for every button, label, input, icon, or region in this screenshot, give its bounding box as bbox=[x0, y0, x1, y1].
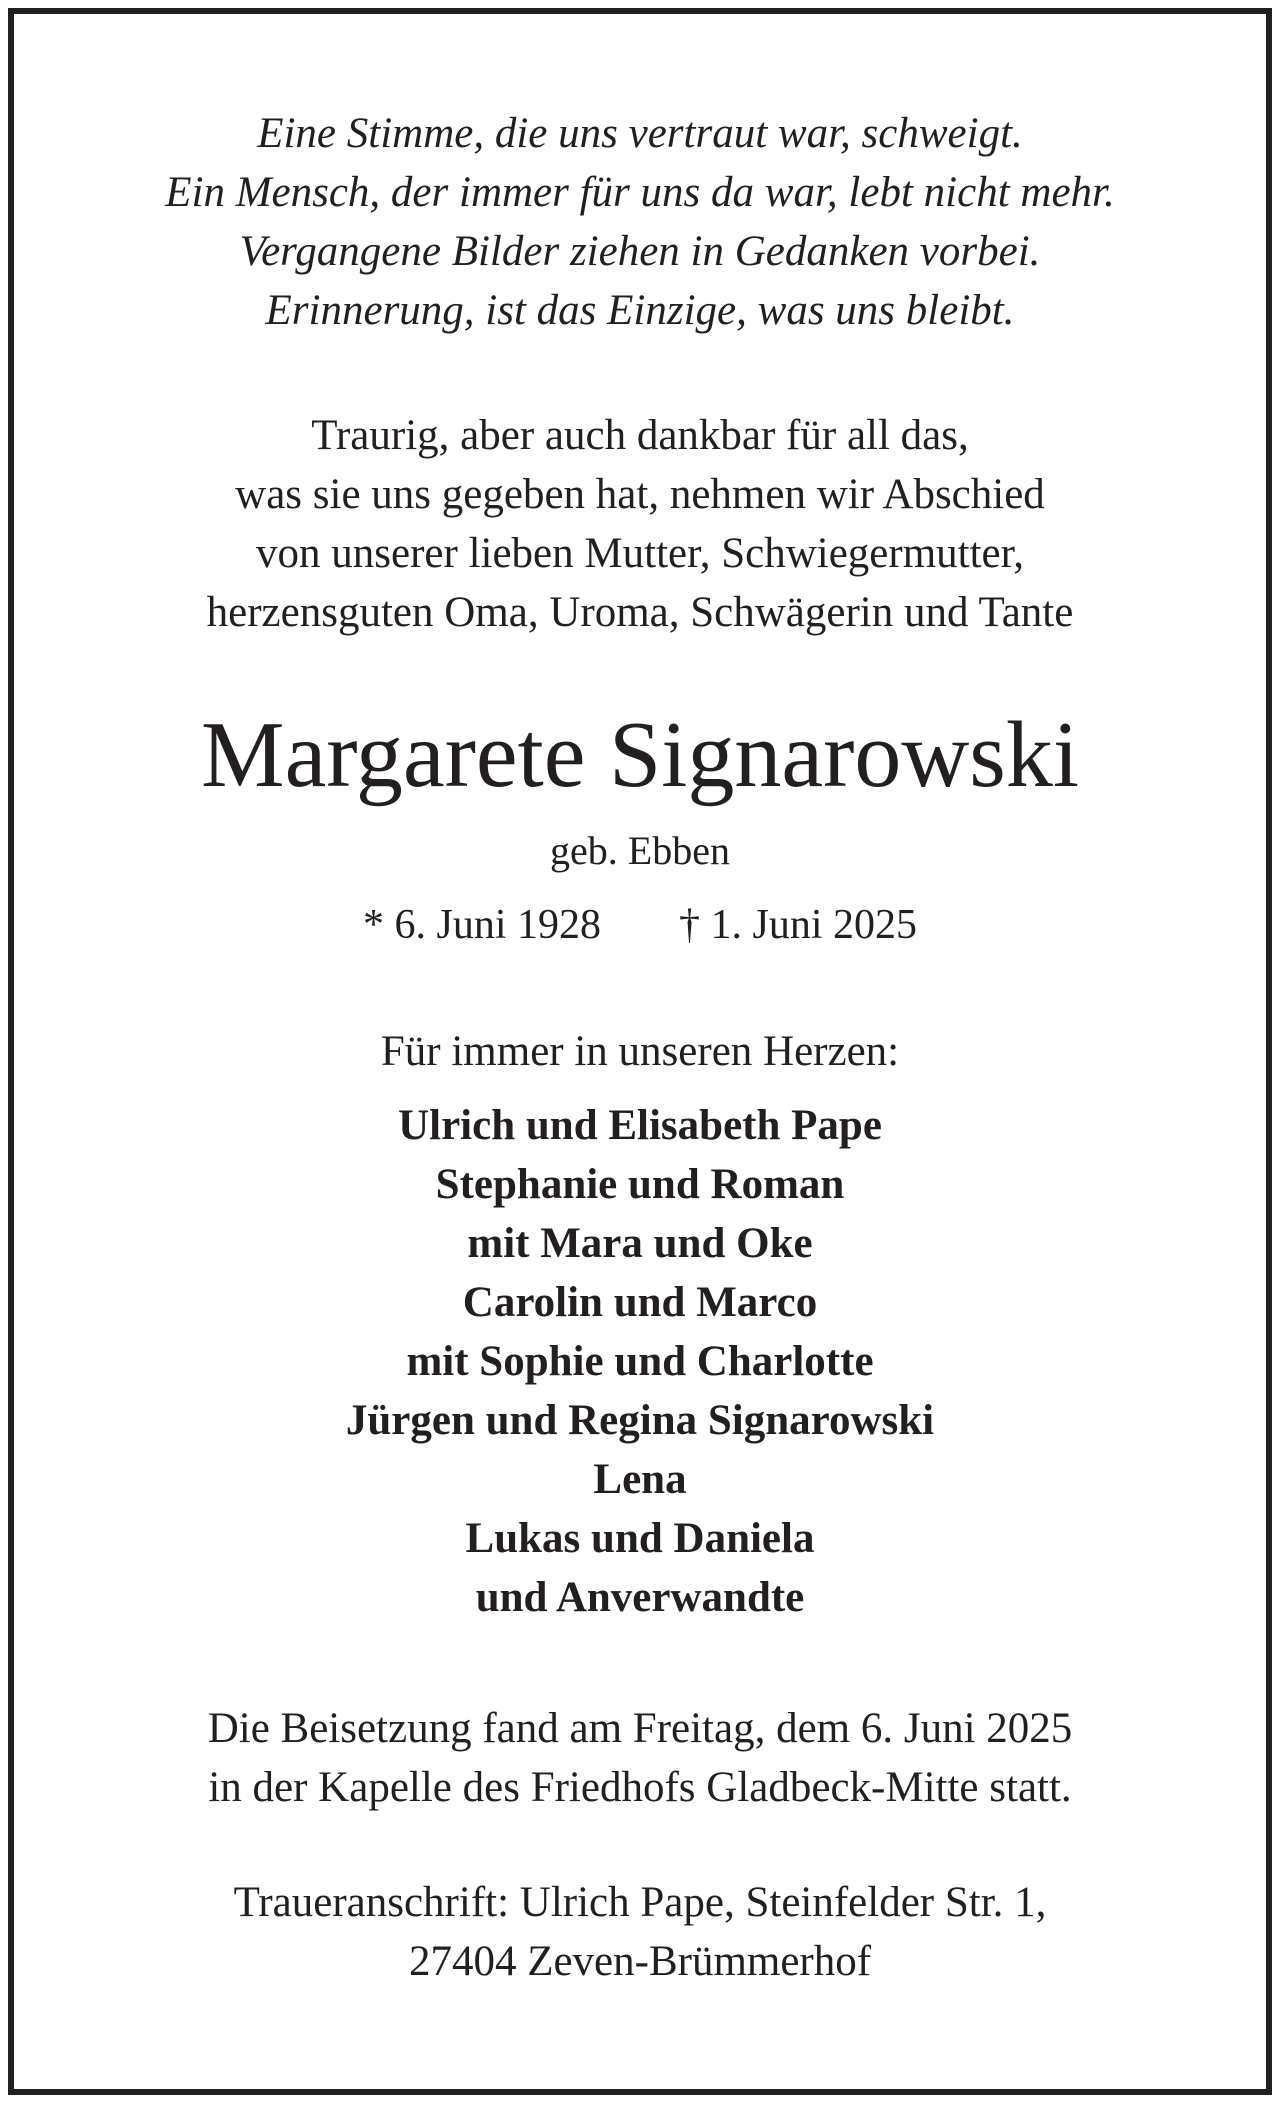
funeral-line: Die Beisetzung fand am Freitag, dem 6. Juni 2025 bbox=[207, 1705, 1073, 1752]
poem-line: Ein Mensch, der immer für uns da war, lebt nicht mehr. bbox=[165, 169, 1115, 216]
funeral-line: in der Kapelle des Friedhofs Gladbeck-Mitte statt. bbox=[208, 1764, 1072, 1811]
mourners-heading: Für immer in unseren Herzen: bbox=[380, 1028, 900, 1075]
deceased-name: Margarete Signarowski bbox=[201, 703, 1079, 807]
farewell-line: von unserer lieben Mutter, Schwiegermutter, bbox=[256, 530, 1024, 577]
mourner-entry: mit Mara und Oke bbox=[467, 1220, 813, 1267]
mourners-list bbox=[0, 1096, 1280, 1627]
farewell-text bbox=[0, 406, 1280, 642]
poem-line: Vergangene Bilder ziehen in Gedanken vorbei. bbox=[239, 228, 1041, 275]
farewell-line: Traurig, aber auch dankbar für all das, bbox=[311, 412, 969, 459]
mourner-entry: Ulrich und Elisabeth Pape bbox=[398, 1102, 882, 1149]
mourner-entry: Jürgen und Regina Signarowski bbox=[345, 1397, 935, 1444]
mourner-entry: Lena bbox=[593, 1456, 687, 1503]
mourning-address bbox=[0, 1873, 1280, 1991]
farewell-line: herzensguten Oma, Uroma, Schwägerin und Tante bbox=[206, 589, 1074, 636]
poem-line: Erinnerung, ist das Einzige, was uns bleibt. bbox=[265, 287, 1015, 334]
memorial-poem bbox=[0, 104, 1280, 340]
mourner-entry: Stephanie und Roman bbox=[435, 1161, 845, 1208]
maiden-name: geb. Ebben bbox=[550, 828, 730, 873]
mourner-entry: Lukas und Daniela bbox=[465, 1515, 815, 1562]
funeral-notice bbox=[0, 1699, 1280, 1817]
poem-line: Eine Stimme, die uns vertraut war, schweigt. bbox=[257, 110, 1023, 157]
death-date: † 1. Juni 2025 bbox=[679, 902, 918, 948]
birth-date: * 6. Juni 1928 bbox=[362, 902, 601, 948]
address-line: 27404 Zeven-Brümmerhof bbox=[408, 1938, 872, 1985]
address-line: Traueranschrift: Ulrich Pape, Steinfelder Str. 1, bbox=[233, 1879, 1047, 1926]
mourner-entry: mit Sophie und Charlotte bbox=[406, 1338, 874, 1385]
mourner-entry: und Anverwandte bbox=[475, 1574, 805, 1621]
mourner-entry: Carolin und Marco bbox=[462, 1279, 818, 1326]
farewell-line: was sie uns gegeben hat, nehmen wir Abschied bbox=[235, 471, 1045, 518]
life-dates bbox=[0, 898, 1280, 952]
